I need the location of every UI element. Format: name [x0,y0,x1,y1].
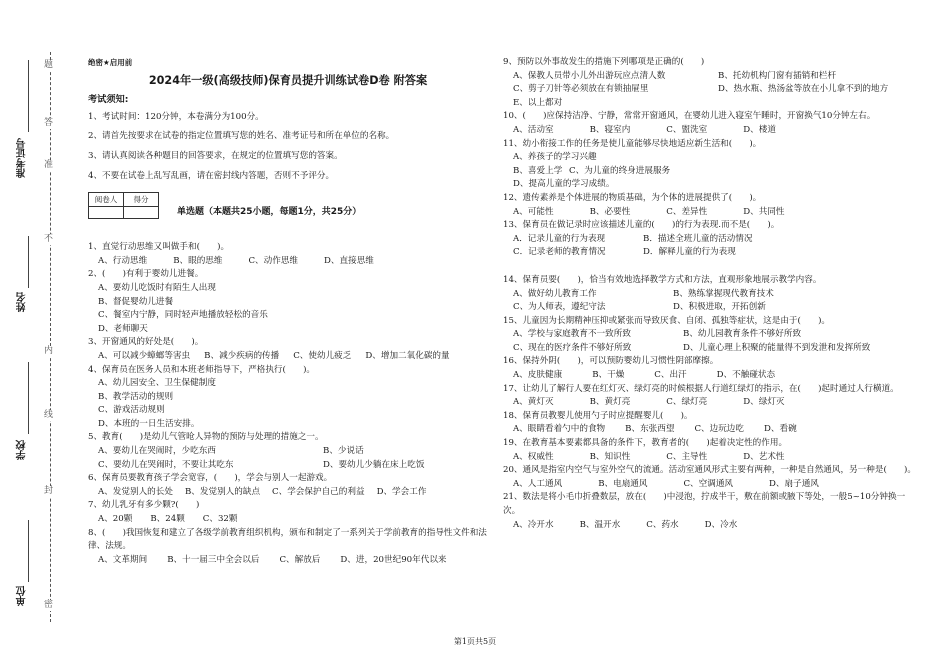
option[interactable]: B、十一届三中全会以后 [167,554,260,565]
question-block [503,437,918,464]
option[interactable]: B、减少疾病的传播 [204,350,280,361]
question-stem: 11、幼小衔接工作的任务是使儿童能够尽快地适应新生活和( )。 [503,138,762,149]
option[interactable]: C、为儿童的终身进展服务 [569,165,671,176]
option[interactable]: B、黄灯亮 [589,397,631,408]
name-field[interactable] [28,236,29,288]
option[interactable]: A、养孩子的学习兴趣 [513,152,597,163]
option[interactable]: D、要幼儿少躺在床上吃饭 [323,459,425,470]
question-stem: 10、( )应保持洁净、宁静，常常开窗通风，在婴幼儿进入寝室午睡时，开窗换气10分钟左右。 [503,111,876,122]
option[interactable]: D、提高儿童的学习成绩。 [513,179,615,190]
option[interactable]: B、干燥 [592,370,625,381]
question-stem: 2、( )有利于婴幼儿进餐。 [88,269,204,280]
binding-margin [0,0,72,671]
seal-dashed-line [50,52,51,622]
option[interactable]: D、直接思维 [324,255,374,266]
question-stem: 21、数法是将小毛巾折叠数层，放在( )中浸泡，拧成半干，敷在前额或腋下等处，一般5~10分钟换一次。 [503,492,906,516]
score-row [88,189,488,219]
option[interactable]: A、保教人员带小儿外出游玩应点清人数 [513,70,666,81]
option[interactable]: B、托幼机构门窗有插销和栏杆 [718,70,837,81]
option[interactable]: C、盥洗室 [666,124,708,135]
question-stem: 20、通风是指室内空气与室外空气的流通。活动室通风形式主要有两种，一种是自然通风，另一种是( )。 [503,465,916,476]
option[interactable]: D、儿童心理上积聚的能量得不到发泄和发挥所致 [683,342,871,353]
option[interactable]: B、24颗 [150,514,185,525]
option[interactable]: A、要幼儿吃饭时有陌生人出现 [98,282,216,293]
question-block [503,138,918,192]
exam-number-label: 准考证号 [17,138,28,178]
question-stem: 17、让幼儿了解行人要在红灯灭、绿灯亮的时候根据人行道红绿灯的指示，在( )起时通过人行横道。 [503,383,899,394]
question-block [503,383,918,410]
option[interactable]: C、32颗 [202,514,238,525]
option[interactable]: C、要幼儿在哭闹时，不要让其吃东 [98,459,234,470]
question-block [503,491,918,532]
option[interactable]: C、主导性 [666,451,708,462]
question-stem: 8、( )我国恢复和建立了各级学前教育组织机构，颁布和制定了一系列关于学前教育的指导性文件和法律、法规。 [88,527,487,552]
option[interactable]: B、教学活动的规则 [98,391,174,402]
question-stem: 16、保持外阴( )，可以预防婴幼儿习惯性阴部摩擦。 [503,356,719,367]
left-column [88,56,488,567]
question-block [503,219,918,260]
option[interactable]: C、餐室内宁静，同时轻声地播放轻松的音乐 [98,310,268,321]
option[interactable]: A、行动思维 [98,255,148,266]
question-stem: 15、儿童因为长期精神压抑或紧张而导致厌食、自闭、孤独等症状，这是由于( )。 [503,315,831,326]
question-stem: 5、教育( )是幼儿气管呛人异物的预防与处理的措施之一。 [88,432,324,443]
question-stem: 3、开窗通风的好处是( )。 [88,337,204,348]
option[interactable]: A、眼睛看着勺中的食物 [513,424,606,435]
seal-mark: 内 [44,346,54,356]
question-stem: 6、保育员要教育孩子学会宽容，( )，学会与别人一起游戏。 [88,473,333,484]
question-block [503,110,918,137]
option[interactable]: D、积极进取，开拓创新 [673,302,766,313]
question-block [88,527,488,568]
option[interactable]: C、解放后 [279,554,321,565]
option[interactable]: D、进，20世纪90年代以来 [340,554,447,565]
question-block [503,192,918,219]
note-item: 3、请认真阅读各种题目的回答要求，在规定的位置填写您的答案。 [88,150,343,161]
option[interactable]: C、为人师表，遵纪守法 [513,302,606,313]
option[interactable]: D、绿灯灭 [743,397,785,408]
option[interactable]: C、差异性 [666,206,708,217]
option[interactable]: B、喜爱上学 [513,165,563,176]
option[interactable]: E、以上都对 [513,97,563,108]
grader-header: 阅卷人 [89,192,124,207]
section-title: 单选题（本题共25小题，每题1分，共25分） [177,206,362,217]
option[interactable]: C、动作思维 [248,255,299,266]
question-stem: 7、幼儿乳牙有多少颗?( ) [88,500,200,511]
option[interactable]: D、共同性 [743,206,785,217]
question-block [88,268,488,336]
option[interactable]: C、游戏活动规则 [98,405,165,416]
question-stem: 18、保育员教婴儿使用勺子时应提醒婴儿( )。 [503,410,693,421]
option[interactable]: B、温开水 [579,519,621,530]
seal-mark: 题 [44,60,54,70]
option[interactable]: D、楼道 [743,124,776,135]
note-item: 2、请首先按要求在试卷的指定位置填写您的姓名、准考证号和所在单位的名称。 [88,131,395,142]
option[interactable]: B．描述全班儿童的活动情况 [643,233,753,244]
page-number: 第1页共5页 [453,637,497,646]
note-item: 1、考试时间：120分钟，本卷满分为100分。 [88,111,264,122]
option[interactable]: D、不触碰状态 [716,370,776,381]
question-block [503,56,918,110]
option[interactable]: A、皮肤健康 [513,370,563,381]
question-block [88,499,488,526]
seal-mark: 准 [44,160,54,170]
option[interactable]: A、黄灯灭 [513,397,554,408]
option[interactable]: B、寝室内 [589,124,631,135]
unit-field[interactable] [28,520,29,582]
seal-mark: 不 [44,234,54,244]
school-field[interactable] [28,362,29,434]
score-cell[interactable] [124,207,159,219]
question-stem: 1、直觉行动思维又叫做手和( )。 [88,242,230,253]
unit-label: 单位 [17,586,28,606]
seal-mark: 线 [44,410,54,420]
option[interactable]: B、督促婴幼儿进餐 [98,296,174,307]
option[interactable]: A、权威性 [513,451,554,462]
option[interactable]: D、冷水 [704,519,738,530]
option[interactable]: B、少说话 [323,446,364,457]
option[interactable]: B、熟练掌握现代教育技术 [673,288,774,299]
option[interactable]: A．记录儿童的行为表现 [513,233,606,244]
question-block [88,472,488,499]
question-stem: 13、保育员在做记录时应该描述儿童的( )的行为表现.而不是( )。 [503,220,780,231]
option[interactable]: A、做好幼儿教育工作 [513,288,597,299]
option[interactable]: C、剪子刀针等必须放在有锁抽屉里 [513,84,649,95]
option[interactable]: D、增加二氧化碳的量 [365,350,450,361]
right-column [503,56,918,532]
option[interactable]: A、幼儿园安全、卫生保健制度 [98,378,216,389]
option[interactable]: C、出汗 [654,370,687,381]
option[interactable]: C、绿灯亮 [666,397,708,408]
school-label: 学校 [17,440,28,460]
option[interactable]: D、学会工作 [376,486,427,497]
option[interactable]: D、看碗 [764,424,797,435]
question-stem: 14、保育员要( )，恰当有效地选择教学方式和方法，直观形象地展示教学内容。 [503,274,822,285]
option[interactable]: A、可能性 [513,206,554,217]
option[interactable]: D．解释儿童的行为表现 [643,247,736,258]
option[interactable]: D、热水瓶、热汤盆等放在小儿拿不到的地方 [718,84,889,95]
question-block [88,364,488,432]
option[interactable]: D、本班的一日生活安排。 [98,418,200,429]
option[interactable]: A、20颗 [98,514,133,525]
question-block [503,410,918,437]
option[interactable]: B、发觉别人的缺点 [184,486,261,497]
score-table [88,192,159,220]
option[interactable]: A、人工通风 [513,478,563,489]
secret-label: 绝密★启用前 [88,58,133,67]
option[interactable]: A、冷开水 [513,519,554,530]
question-stem: 12、遗传素养是个体进展的物质基础，为个体的进展提供了( )。 [503,192,762,203]
notes-heading: 考试须知: [88,94,129,106]
score-header: 得分 [124,192,159,207]
exam-number-field[interactable] [28,60,29,132]
question-block [503,274,918,315]
option[interactable]: A、可以减少蟑螂等害虫 [98,350,191,361]
question-stem: 19、在教育基本要素都具备的条件下，教育者的( )起着决定性的作用。 [503,438,788,449]
grader-cell[interactable] [89,207,124,219]
page-title: 2024年一级(高级技师)保育员提升训练试卷D卷 附答案 [148,73,428,87]
option[interactable]: C、空调通风 [683,478,734,489]
option[interactable]: A、活动室 [513,124,554,135]
question-stem: 4、保育员在医务人员和本班老师指导下，严格执行( )。 [88,364,316,375]
option[interactable]: A、学校与家庭教育不一致所致 [513,329,631,340]
option[interactable]: C．记录老师的教育情况 [513,247,606,258]
seal-mark: 答 [44,118,54,128]
option[interactable]: B、必要性 [589,206,631,217]
option[interactable]: B、电扇通风 [598,478,648,489]
option[interactable]: A、要幼儿在哭闹时，少吃东西 [98,446,216,457]
name-label: 姓名 [17,292,28,312]
option[interactable]: D、扇子通风 [769,478,819,489]
question-block [88,336,488,363]
option[interactable]: B、东张西望 [625,424,675,435]
question-block [88,431,488,472]
option[interactable]: B、幼儿园教育条件不够好所致 [683,329,802,340]
question-block [503,355,918,382]
option[interactable]: C、现在的医疗条件不够好所致 [513,342,632,353]
option[interactable]: C、使幼儿疲乏 [293,350,352,361]
question-block [88,241,488,268]
question-stem: 9、预防以外事故发生的措施下列哪项是正确的( ) [503,57,705,67]
question-block [503,315,918,356]
note-item: 4、不要在试卷上乱写乱画，请在密封线内答题，否则不予评分。 [88,170,335,181]
option[interactable]: D、老师聊天 [98,323,148,334]
option[interactable]: C、学会保护自己的利益 [272,486,365,497]
option[interactable]: D、艺术性 [743,451,785,462]
option[interactable]: C、药水 [646,519,679,530]
option[interactable]: C、边玩边吃 [694,424,744,435]
option[interactable]: B、知识性 [589,451,631,462]
option[interactable]: B、眼的思维 [173,255,223,266]
question-block [503,464,918,491]
option[interactable]: A、发觉别人的长处 [98,486,173,497]
seal-mark: 密 [44,600,54,610]
seal-mark: 封 [44,486,54,496]
option[interactable]: A、文革期间 [98,554,148,565]
